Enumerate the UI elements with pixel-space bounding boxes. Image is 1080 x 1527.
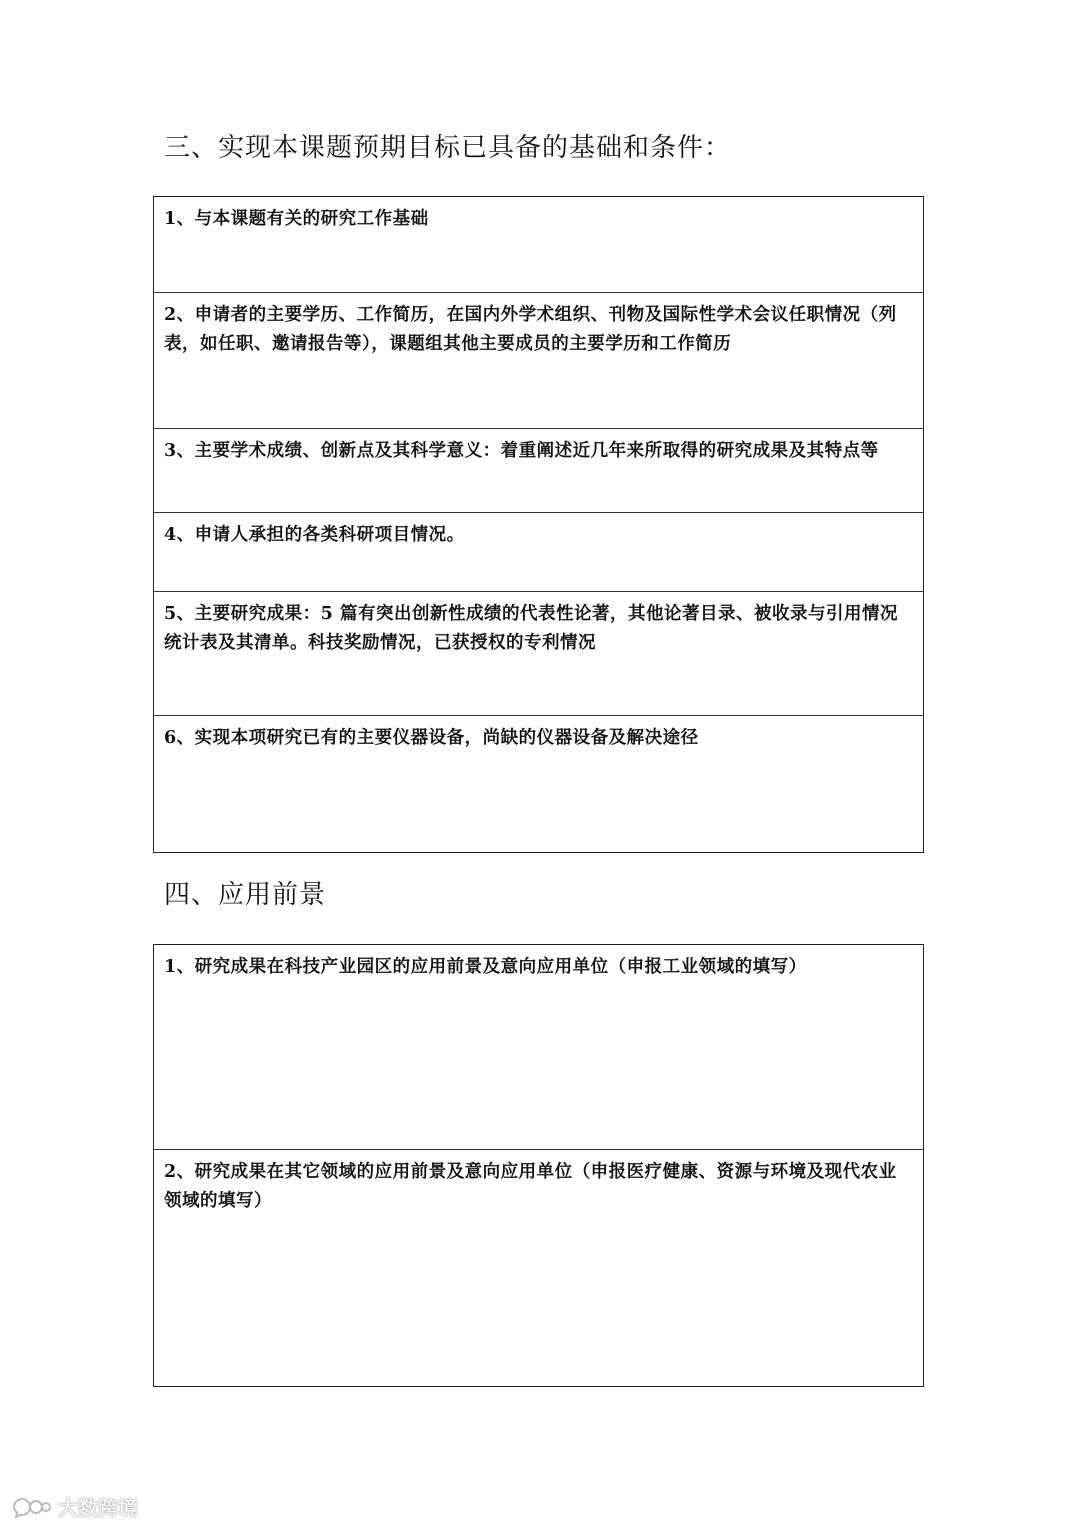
section3-row-3-label: 3、主要学术成绩、创新点及其科学意义：着重阐述近几年来所取得的研究成果及其特点等 <box>164 441 879 461</box>
section3-row-3[interactable] <box>154 428 923 512</box>
section4-row-2-label: 2、研究成果在其它领域的应用前景及意向应用单位（申报医疗健康、资源与环境及现代农业领域的填写） <box>164 1162 897 1211</box>
section3-row-4[interactable] <box>154 512 923 591</box>
section3-row-5-label: 5、主要研究成果：5 篇有突出创新性成绩的代表性论著，其他论著目录、被收录与引用情况统计表及其清单。科技奖励情况，已获授权的专利情况 <box>164 604 898 653</box>
section3-row-2-label: 2、申请者的主要学历、工作简历，在国内外学术组织、刊物及国际性学术会议任职情况（列表，如任职、邀请报告等），课题组其他主要成员的主要学历和工作简历 <box>164 305 897 354</box>
section3-row-6-label: 6、实现本项研究已有的主要仪器设备，尚缺的仪器设备及解决途径 <box>164 728 699 748</box>
section3-title: 三、实现本课题预期目标已具备的基础和条件： <box>164 133 732 163</box>
section4-row-2[interactable] <box>154 1149 923 1386</box>
watermark <box>10 1492 138 1521</box>
section3-row-5[interactable] <box>154 591 923 715</box>
speech-bubble-logo-icon <box>10 1495 52 1519</box>
section4-form-table <box>153 944 924 1387</box>
section3-form-table <box>153 196 924 853</box>
section3-row-1-label: 1、与本课题有关的研究工作基础 <box>164 209 429 229</box>
section3-row-2[interactable] <box>154 292 923 428</box>
watermark-text: 大数跨境 <box>58 1496 138 1520</box>
section3-row-6[interactable] <box>154 715 923 852</box>
section3-row-1[interactable] <box>154 197 923 292</box>
section4-row-1-label: 1、研究成果在科技产业园区的应用前景及意向应用单位（申报工业领域的填写） <box>164 957 807 977</box>
section4-row-1[interactable] <box>154 945 923 1149</box>
section3-row-4-label: 4、申请人承担的各类科研项目情况。 <box>164 525 465 545</box>
section4-title: 四、应用前景 <box>164 880 327 910</box>
